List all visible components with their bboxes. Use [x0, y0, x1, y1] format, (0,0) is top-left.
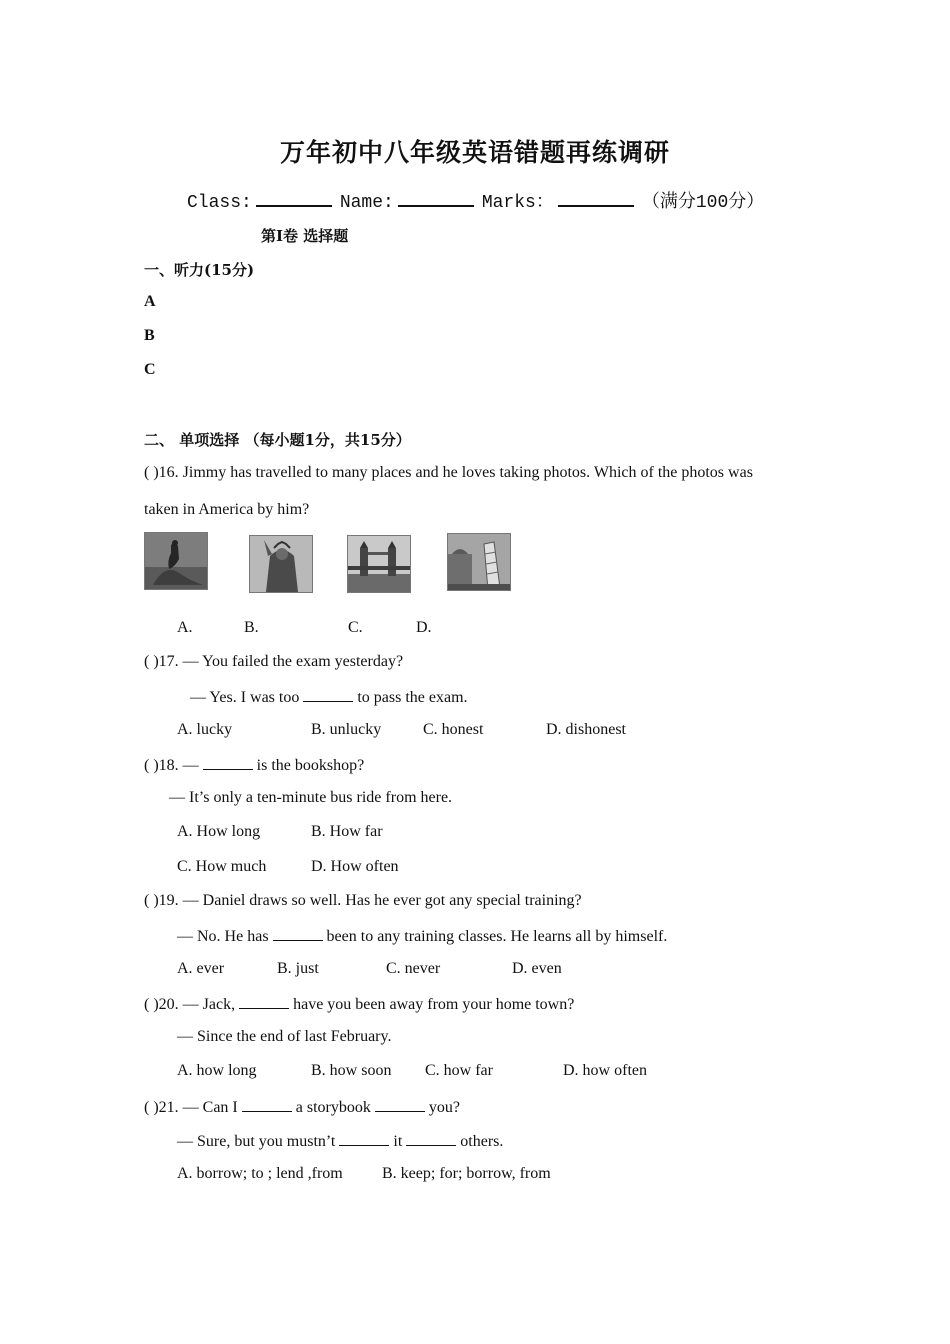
- question-16-text: Jimmy has travelled to many places and he loves taking photos. Which of the photos was: [182, 464, 753, 481]
- question-20-number: ( )20.: [144, 996, 179, 1013]
- marks-blank: [558, 191, 634, 207]
- q16-option-c: C.: [348, 619, 363, 636]
- q21-blank-2: [375, 1097, 425, 1112]
- question-17-number: ( )17.: [144, 653, 179, 670]
- page-title: 万年初中八年级英语错题再练调研: [279, 138, 670, 167]
- q17-text-b: to pass the exam.: [357, 689, 468, 706]
- question-19-text: — Daniel draws so well. Has he ever got any special training?: [182, 892, 582, 909]
- q19-text-a: — No. He has: [177, 928, 269, 945]
- q21-text-c: you?: [428, 1099, 460, 1116]
- question-17-line1: [144, 653, 403, 671]
- listening-section-b: B: [144, 327, 155, 344]
- q18-text: is the bookshop?: [256, 757, 365, 774]
- q17-option-a: A. lucky: [177, 721, 233, 738]
- question-20-line2: — Since the end of last February.: [177, 1028, 392, 1045]
- question-18-line1: [144, 755, 364, 775]
- q21-text-d: — Sure, but you mustn’t: [177, 1133, 336, 1150]
- tower-bridge-photo: [347, 535, 411, 593]
- question-17-text: — You failed the exam yesterday?: [182, 653, 404, 670]
- name-label: Name:: [339, 193, 394, 213]
- class-label: Class:: [187, 193, 252, 213]
- question-18-line2: — It’s only a ten-minute bus ride from here.: [169, 789, 453, 806]
- question-19-line1: [144, 892, 582, 910]
- q21-text-e: it: [393, 1133, 403, 1150]
- q21-option-a: A. borrow; to ; lend ,from: [177, 1165, 343, 1182]
- q19-option-b: B. just: [277, 960, 319, 977]
- mermaid-statue-photo: [144, 532, 208, 590]
- q20-blank: [239, 994, 289, 1009]
- full-score-note: （满分100分）: [641, 193, 765, 213]
- listening-section-c: C: [144, 361, 156, 378]
- question-18-number: ( )18.: [144, 757, 179, 774]
- q16-option-d: D.: [416, 619, 432, 636]
- question-20-line1: [144, 994, 574, 1014]
- q17-text-a: — Yes. I was too: [190, 689, 300, 706]
- q20-text-b: have you been away from your home town?: [293, 996, 575, 1013]
- q17-option-b: B. unlucky: [311, 721, 382, 738]
- q21-blank-3: [339, 1131, 389, 1146]
- listening-heading: 一、听力(15分): [144, 261, 255, 279]
- q20-option-d: D. how often: [563, 1062, 647, 1079]
- question-17-line2: [190, 687, 468, 707]
- q18-option-b: B. How far: [311, 823, 383, 840]
- q19-blank: [273, 926, 323, 941]
- q18-blank: [203, 755, 253, 770]
- q18-option-c: C. How much: [177, 858, 267, 875]
- question-16-number: ( )16.: [144, 464, 179, 481]
- q20-text-a: — Jack,: [182, 996, 236, 1013]
- question-21-number: ( )21.: [144, 1099, 179, 1116]
- q21-text-a: — Can I: [182, 1099, 238, 1116]
- q20-option-a: A. how long: [177, 1062, 257, 1079]
- q21-text-b: a storybook: [295, 1099, 371, 1116]
- q19-option-c: C. never: [386, 960, 441, 977]
- statue-of-liberty-photo: [249, 535, 313, 593]
- question-21-line1: [144, 1097, 460, 1117]
- single-choice-heading: 二、 单项选择 （每小题1分，共15分）: [144, 431, 411, 449]
- question-16-line1: [144, 464, 753, 482]
- class-blank: [256, 191, 332, 207]
- q19-text-b: been to any training classes. He learns all by himself.: [326, 928, 668, 945]
- name-blank: [398, 191, 474, 207]
- q19-option-a: A. ever: [177, 960, 225, 977]
- q18-option-d: D. How often: [311, 858, 399, 875]
- q16-option-b: B.: [244, 619, 259, 636]
- question-19-line2: [177, 926, 667, 946]
- q21-blank-1: [242, 1097, 292, 1112]
- q20-option-b: B. how soon: [311, 1062, 392, 1079]
- marks-label: Marks：: [481, 193, 554, 213]
- listening-section-a: A: [144, 293, 156, 310]
- q17-blank: [303, 687, 353, 702]
- q21-blank-4: [406, 1131, 456, 1146]
- q20-option-c: C. how far: [425, 1062, 493, 1079]
- q17-option-d: D. dishonest: [546, 721, 626, 738]
- q18-dash: —: [182, 757, 199, 774]
- q16-option-a: A.: [177, 619, 193, 636]
- question-21-line2: [177, 1131, 503, 1151]
- volume-heading: 第Ⅰ卷 选择题: [261, 227, 349, 245]
- q21-text-f: others.: [460, 1133, 504, 1150]
- q19-option-d: D. even: [512, 960, 562, 977]
- question-19-number: ( )19.: [144, 892, 179, 909]
- student-info-line: [187, 187, 764, 213]
- question-16-line2: taken in America by him?: [144, 501, 310, 518]
- q17-option-c: C. honest: [423, 721, 484, 738]
- leaning-tower-photo: [447, 533, 511, 591]
- q21-option-b: B. keep; for; borrow, from: [382, 1165, 551, 1182]
- q18-option-a: A. How long: [177, 823, 261, 840]
